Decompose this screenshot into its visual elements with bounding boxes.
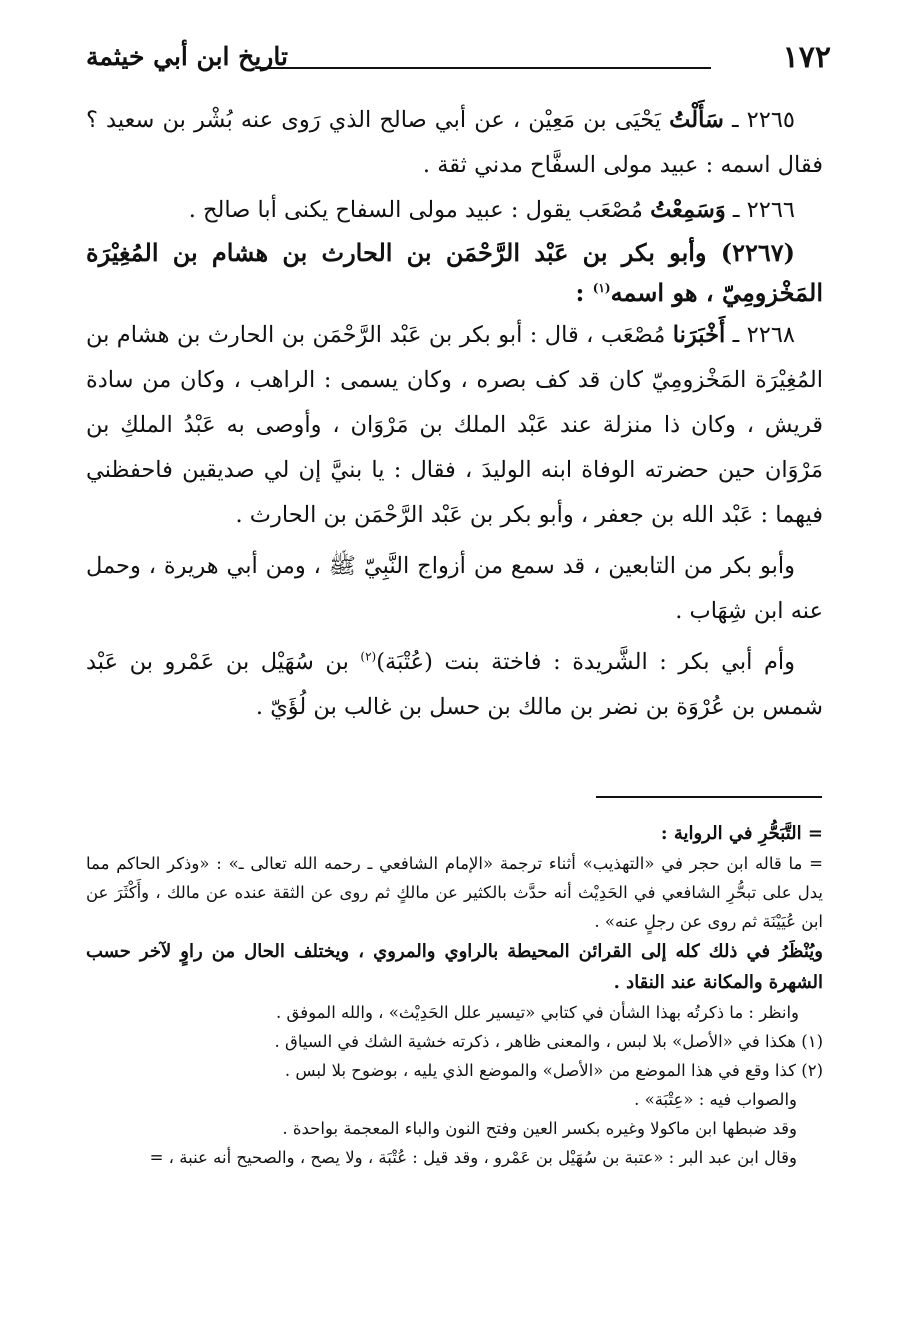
footnote-ref-2: (٢) <box>360 649 377 664</box>
footnote-2-ibn-abd-al-barr: وقال ابن عبد البر : «عتبة بن سُهَيْل بن عَمْرو ، وقد قيل : عُتْبَة ، ولا يصح ، والصحيح أنه عنبة ، = <box>149 1148 797 1167</box>
entry-lead: سَأَلْتُ <box>669 107 724 133</box>
entry-number: ٢٢٦٨ ـ <box>732 322 796 348</box>
footnote-ref-1: (١) <box>592 281 611 295</box>
heading-2267 <box>86 233 823 313</box>
footnote-bold-note: ويُنْظَرُ في ذلك كله إلى القرائن المحيطة بالراوي والمروي ، ويختلف الحال من راوٍ لآخر حسب الشهرة والمكانة عند النقاد . <box>86 941 823 993</box>
page-number: ١٧٢ <box>782 40 831 75</box>
main-text <box>86 98 823 730</box>
paragraph-mother <box>86 640 823 730</box>
entry-text: مُصْعَب ، قال : أبو بكر بن عَبْد الرَّحْمَن بن الحارث بن هشام بن المُغِيْرَة المَخْزومِيّ كان قد كف بصره ، وكان يسمى : الراهب ، وكان من سادة قريش ، وكان ذا منزلة عند عَبْد الملك بن مَرْوَان ، وأوصى به عَبْدُ الملكِ بن مَرْوَان حين حضرته الوفاة ابنه الوليدَ ، فقال : يا بنيَّ إن لي صديقين فاحفظني فيهما : عَبْد الله بن جعفر ، وأبو بكر بن عَبْد الرَّحْمَن بن الحارث . <box>86 322 823 528</box>
paragraph-2266 <box>86 188 823 233</box>
book-title: تاريخ ابن أبي خيثمة <box>86 42 288 71</box>
footnote-2-correction: والصواب فيه : «عِتْبَة» . <box>634 1090 797 1109</box>
entry-text: مُصْعَب يقول : عبيد مولى السفاح يكنى أبا صالح . <box>188 197 643 223</box>
footnotes <box>86 818 823 1172</box>
entry-text: يَحْيَى بن مَعِيْن ، عن أبي صالح الذي رَوى عنه بُشْر بن سعيد ؟ فقال اسمه : عبيد مولى السفَّاح مدني ثقة . <box>86 107 823 178</box>
footnote-see-also: وانظر : ما ذكرتُه بهذا الشأن في كتابي «تيسير علل الحَدِيْث» ، والله الموفق . <box>275 1003 799 1022</box>
mother-text-before: وأم أبي بكر : الشَّريدة : فاختة بنت (عُتْبَة) <box>376 649 795 675</box>
paragraph-2265 <box>86 98 823 188</box>
entry-lead: وَسَمِعْتُ <box>650 197 726 223</box>
header-rule <box>256 67 711 69</box>
heading-text: (٢٢٦٧) وأبو بكر بن عَبْد الرَّحْمَن بن الحارث بن هشام بن المُغِيْرَة المَخْزومِيّ ، هو اسمه <box>86 238 823 307</box>
paragraph-tabiin: وأبو بكر من التابعين ، قد سمع من أزواج النَّبِيّ ﷺ ، ومن أبي هريرة ، وحمل عنه ابن شِهَاب . <box>86 553 823 624</box>
mother-text-after: بن سُهَيْل بن عَمْرو بن عَبْد شمس بن عُرْوَة بن نضر بن مالك بن حسل بن غالب بن لُؤَيّ . <box>86 649 823 720</box>
footnote-separator <box>596 796 822 798</box>
entry-number: ٢٢٦٦ ـ <box>732 197 795 223</box>
footnote-1: (١) هكذا في «الأصل» بلا لبس ، والمعنى ظاهر ، ذكرته خشية الشك في السياق . <box>274 1032 823 1051</box>
entry-number: ٢٢٦٥ ـ <box>731 107 796 133</box>
heading-colon: : <box>575 278 585 307</box>
entry-lead: أَخْبَرَنا <box>672 322 726 348</box>
footnote-2-makula: وقد ضبطها ابن ماكولا وغيره بكسر العين وفتح النون والباء المعجمة بواحدة . <box>282 1119 797 1138</box>
paragraph-2268 <box>86 313 823 538</box>
footnote-2: (٢) كذا وقع في هذا الموضع من «الأصل» والموضع الذي يليه ، بوضوح بلا لبس . <box>284 1061 823 1080</box>
page-header <box>86 36 831 82</box>
footnote-continuation-title: = التَّبَحُّرِ في الرواية : <box>660 823 823 844</box>
footnote-continuation-text: = ما قاله ابن حجر في «التهذيب» أثناء ترجمة «الإمام الشافعي ـ رحمه الله تعالى ـ» : «وذكر الحاكم مما يدل على تبحُّرِ الشافعي في الحَدِيْث أنه حدَّث بالكثير عن مالكٍ ثم روى عن الثقة عنده عن مالك ، وأَكْثَرَ عن ابن عُيَيْنَة ثم روى عن رجلٍ عنه» . <box>86 854 823 931</box>
